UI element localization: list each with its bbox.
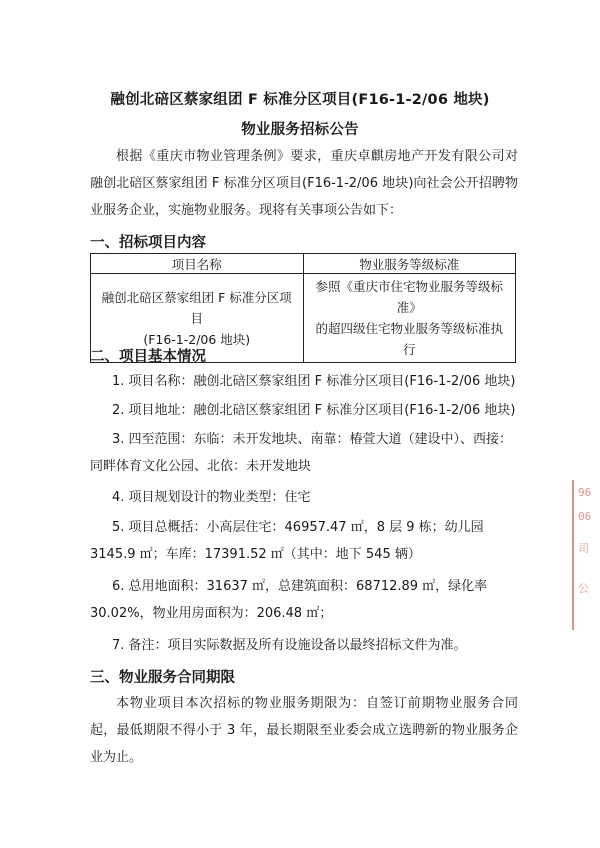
list-item: 2. 项目地址：融创北碚区蔡家组团 F 标准分区项目(F16-1-2/06 地块): [112, 403, 516, 418]
contract-term-paragraph: 本物业项目本次招标的物业服务期限为：自签订前期物业服务合同起，最低期限不得小于 3 年，最长期限至业委会成立选聘新的物业服务企业为止。: [90, 696, 518, 765]
table-header-row: [91, 254, 516, 274]
section-heading-contract-term: 三、物业服务合同期限: [90, 670, 235, 686]
table-header-service-standard: 物业服务等级标准: [303, 254, 516, 274]
list-item: 7. 备注：项目实际数据及所有设施设备以最终招标文件为准。: [112, 638, 467, 653]
table-cell-service-standard: 参照《重庆市住宅物业服务等级标准》 的超四级住宅物业服务等级标准执行: [303, 274, 516, 363]
section-heading-basic-info: 二、项目基本情况: [90, 349, 206, 365]
list-item: 6. 总用地面积：31637 ㎡，总建筑面积：68712.89 ㎡，绿化率 30.02%，物业用房面积为：206.48 ㎡；: [90, 579, 488, 621]
section-heading-bid-content: 一、招标项目内容: [90, 235, 206, 251]
list-item: 5. 项目总概括：小高层住宅：46957.47 ㎡，8 层 9 栋；幼儿园 3145.9 ㎡；车库：17391.52 ㎡（其中：地下 545 辆）: [90, 520, 484, 562]
partial-seal-stamp: 96 06 司 公: [572, 480, 600, 630]
table-header-project-name: 项目名称: [91, 254, 304, 274]
table-cell-project-name: 融创北碚区蔡家组团 F 标准分区项目 (F16-1-2/06 地块): [91, 274, 304, 363]
doc-subtitle: 物业服务招标公告: [241, 122, 359, 138]
list-item: 1. 项目名称：融创北碚区蔡家组团 F 标准分区项目(F16-1-2/06 地块): [112, 374, 516, 389]
doc-title: 融创北碚区蔡家组团 F 标准分区项目(F16-1-2/06 地块): [110, 92, 490, 108]
intro-paragraph: 根据《重庆市物业管理条例》要求，重庆卓麒房地产开发有限公司对融创北碚区蔡家组团 F 标准分区项目(F16-1-2/06 地块)向社会公开招聘物业服务企业，实施物业服务。现将有关事项公告如下：: [90, 149, 518, 218]
list-item: 4. 项目规划设计的物业类型：住宅: [112, 490, 311, 505]
list-item: 3. 四至范围：东临：未开发地块、南靠：椿萱大道（建设中）、西接：同畔体育文化公园、北依：未开发地块: [90, 432, 513, 474]
